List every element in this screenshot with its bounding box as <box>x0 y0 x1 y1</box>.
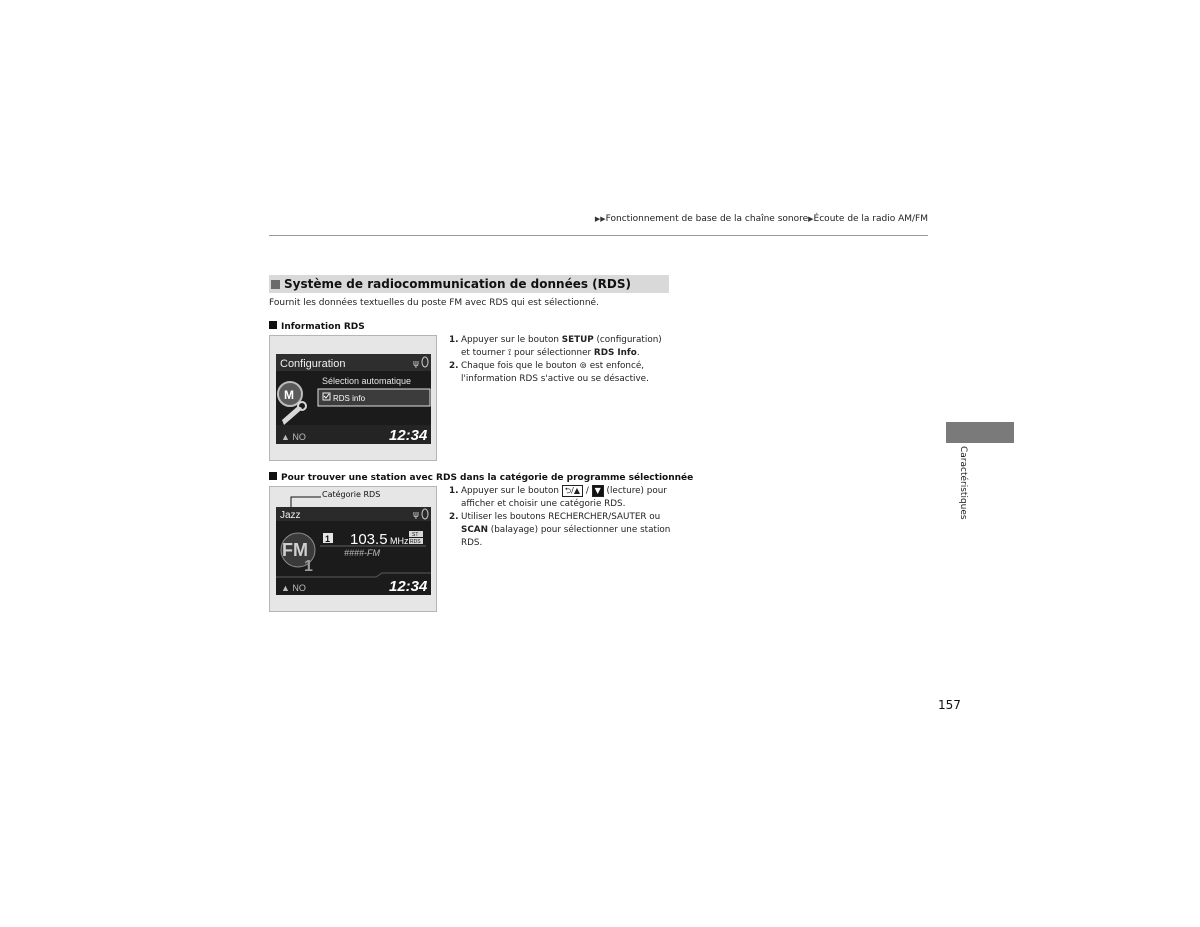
step-number: 2. <box>449 512 459 522</box>
step-number: 2. <box>449 361 459 371</box>
subheading-rds-info <box>269 321 365 332</box>
band-label: FM <box>282 540 308 560</box>
rds-category: Jazz <box>280 510 301 521</box>
step-text: Appuyer sur le bouton SETUP (configuration) et tourner ⟟ pour sélectionner RDS Info. <box>461 335 662 358</box>
down-button-icon: ▼ <box>592 485 604 497</box>
press-knob-icon: ⊚ <box>579 361 587 371</box>
station-name: ####-FM <box>344 548 381 558</box>
usb-icon: ψ <box>413 510 419 520</box>
subheading-text: Information RDS <box>281 322 365 332</box>
step-text: Appuyer sur le bouton ⮌/▲ / ▼ (lecture) pour afficher et choisir une catégorie RDS. <box>461 486 667 509</box>
screenshot-configuration <box>269 335 437 461</box>
bottom-left-label: ▲ NO <box>281 583 306 593</box>
breadcrumb <box>560 214 928 224</box>
svg-text:1: 1 <box>304 558 313 575</box>
back-up-button-icon: ⮌/▲ <box>562 485 583 497</box>
screenshot-fm-rds <box>269 486 437 612</box>
section-intro: Fournit les données textuelles du poste FM avec RDS qui est sélectionné. <box>269 298 599 308</box>
gray-square-icon <box>271 280 280 289</box>
svg-text:M: M <box>284 388 294 402</box>
configuration-display <box>276 354 431 444</box>
frequency-unit: MHz <box>390 536 409 546</box>
breadcrumb-item-2[interactable]: Écoute de la radio AM/FM <box>813 214 928 224</box>
display-screen <box>276 507 431 595</box>
frequency: 103.5 <box>350 531 388 548</box>
step-item <box>449 334 671 360</box>
step-item <box>449 511 671 550</box>
chapter-tab[interactable] <box>946 422 1014 443</box>
bottom-left-label: ▲ NO <box>281 432 306 442</box>
chapter-label: Caractéristiques <box>958 446 968 520</box>
step-item <box>449 485 671 511</box>
screen-title: Configuration <box>280 358 346 370</box>
svg-text:ST: ST <box>412 532 419 538</box>
step-item <box>449 360 671 386</box>
section-title <box>269 275 669 293</box>
step-text: Utiliser les boutons RECHERCHER/SAUTER ou SCAN (balayage) pour sélectionner une station RDS. <box>461 512 671 548</box>
menu-item-auto-select: Sélection automatique <box>322 376 412 386</box>
display-screen <box>276 354 431 444</box>
section-title-text: Système de radiocommunication de données (RDS) <box>284 277 631 291</box>
knob-icon: ⟟ <box>507 348 512 358</box>
black-square-icon <box>269 472 277 480</box>
step-number: 1. <box>449 335 459 345</box>
triangle-icon: ▶ <box>808 215 814 223</box>
subheading-rds-category <box>269 472 693 483</box>
svg-text:RDS: RDS <box>410 539 421 545</box>
header-rule <box>269 235 928 236</box>
step-text: Chaque fois que le bouton ⊚ est enfoncé, l'information RDS s'active ou se désactive. <box>461 361 649 384</box>
clock: 12:34 <box>389 578 428 595</box>
callout-rds-category: Catégorie RDS <box>322 490 381 499</box>
menu-item-rds-info: RDS info <box>333 394 366 403</box>
clock: 12:34 <box>389 427 428 444</box>
steps-list-1 <box>449 334 671 386</box>
usb-icon: ψ <box>413 359 419 369</box>
steps-list-2 <box>449 485 671 550</box>
page-number: 157 <box>938 698 961 712</box>
black-square-icon <box>269 321 277 329</box>
subheading-text: Pour trouver une station avec RDS dans la catégorie de programme sélectionnée <box>281 473 694 483</box>
preset-number: 1 <box>325 534 331 544</box>
breadcrumb-item-1[interactable]: Fonctionnement de base de la chaîne sonore <box>605 214 809 224</box>
fm-rds-display <box>276 507 431 595</box>
double-triangle-icon: ▶▶ <box>594 215 606 223</box>
step-number: 1. <box>449 486 459 496</box>
